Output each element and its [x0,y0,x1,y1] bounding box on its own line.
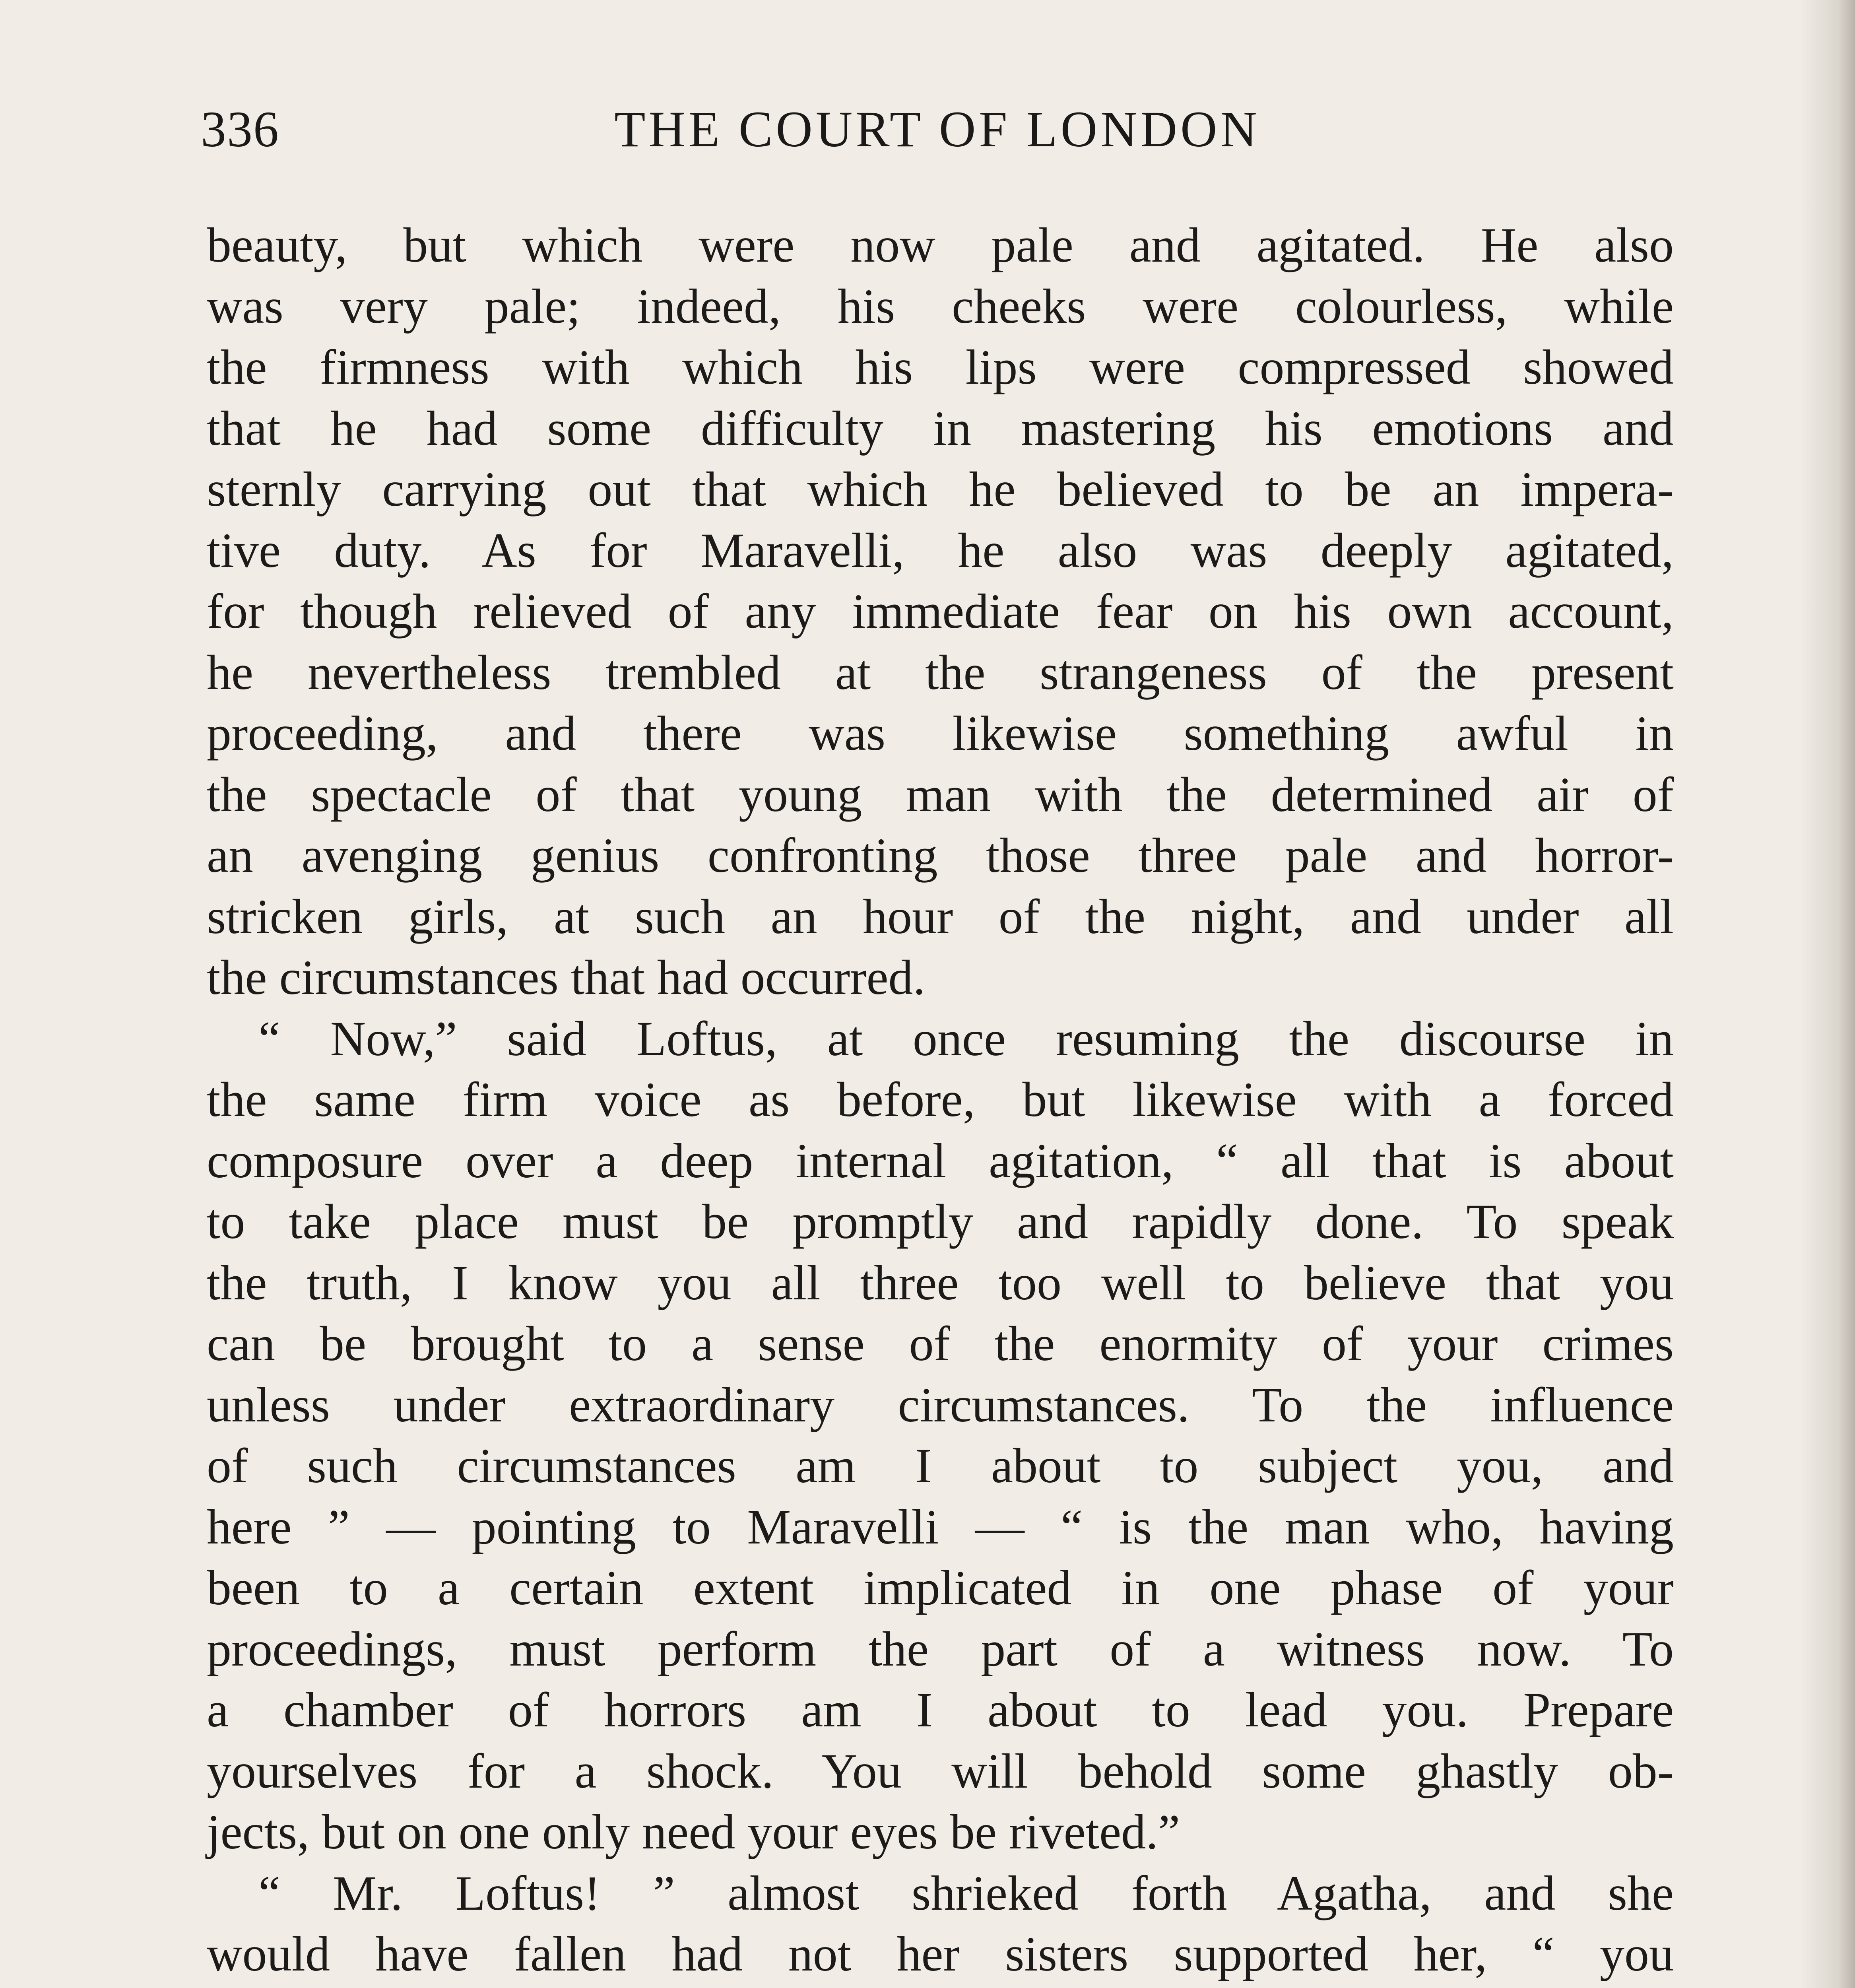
text-line: composure over a deep internal agitation, “ all that is about [207,1133,1674,1188]
text-line: of such circumstances am I about to subject you, and [207,1439,1674,1493]
text-line: “ Mr. Loftus! ” almost shrieked forth Agatha, and she [258,1866,1674,1920]
text-line: the firmness with which his lips were compressed showed [207,340,1674,394]
text-line: would have fallen had not her sisters supported her, “ you [207,1927,1674,1981]
text-line: that he had some difficulty in mastering his emotions and [207,401,1674,456]
text-line: stricken girls, at such an hour of the night, and under all [207,889,1674,944]
text-line: “ Now,” said Loftus, at once resuming the discourse in [258,1011,1674,1066]
text-line: unless under extraordinary circumstances. To the influence [207,1377,1674,1432]
page-edge-shadow [1799,0,1855,1988]
text-line: the spectacle of that young man with the determined air of [207,767,1674,822]
text-line: proceedings, must perform the part of a witness now. To [207,1621,1674,1676]
text-line: the circumstances that had occurred. [207,950,926,1005]
text-line: an avenging genius confronting those three pale and horror- [207,828,1674,883]
text-line: here ” — pointing to Maravelli — “ is the man who, having [207,1499,1674,1554]
text-line: the same firm voice as before, but likewise with a forced [207,1072,1674,1127]
text-line: yourselves for a shock. You will behold some ghastly ob- [207,1743,1674,1798]
text-line: jects, but on one only need your eyes be riveted.” [207,1805,1180,1859]
text-line: proceeding, and there was likewise something awful in [207,706,1674,761]
text-line: to take place must be promptly and rapidly done. To speak [207,1194,1674,1249]
page-number: 336 [201,101,279,157]
text-line: the truth, I know you all three too well to believe that you [207,1255,1674,1310]
text-line: for though relieved of any immediate fear on his own account, [207,584,1674,639]
text-line: was very pale; indeed, his cheeks were colourless, while [207,279,1674,334]
text-line [207,1985,1674,1988]
text-line: can be brought to a sense of the enormity of your crimes [207,1316,1674,1371]
text-line: a chamber of horrors am I about to lead you. Prepare [207,1683,1674,1737]
text-line: sternly carrying out that which he believed to be an impera- [207,462,1674,516]
text-line: tive duty. As for Maravelli, he also was deeply agitated, [207,523,1674,578]
text-line: been to a certain extent implicated in one phase of your [207,1561,1674,1615]
body-text [207,215,1674,1988]
text-line: he nevertheless trembled at the strangeness of the present [207,645,1674,700]
running-head [201,99,1674,159]
book-title: THE COURT OF LONDON [614,101,1260,157]
text-line: beauty, but which were now pale and agitated. He also [207,218,1674,272]
